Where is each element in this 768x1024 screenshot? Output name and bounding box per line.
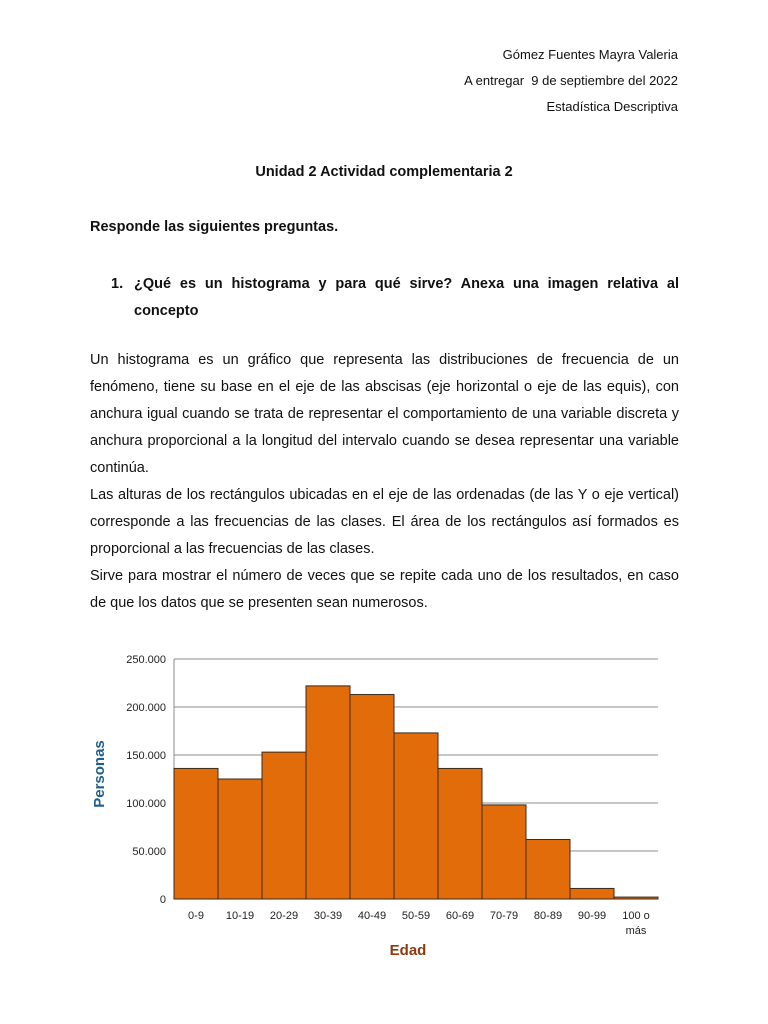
x-tick-label: 80-89 bbox=[533, 910, 563, 922]
histogram-bar bbox=[262, 752, 306, 899]
histogram-bar bbox=[438, 768, 482, 899]
x-tick-label: 20-29 bbox=[269, 910, 299, 922]
paragraph-heights: Las alturas de los rectángulos ubicadas en el eje de las ordenadas (de las Y o eje vertical) corresponde a las frecuencias de las clases. El área de los rectángulos así formados es proporcional a las frecuencias de las clases. bbox=[90, 487, 679, 557]
histogram-bar bbox=[570, 888, 614, 899]
instruction-text: Responde las siguientes preguntas. bbox=[90, 219, 339, 235]
answer-body bbox=[90, 347, 679, 617]
y-tick-label: 50.000 bbox=[132, 846, 166, 858]
histogram-chart bbox=[88, 644, 678, 964]
author-name: Gómez Fuentes Mayra Valeria bbox=[502, 47, 678, 62]
y-tick-label: 250.000 bbox=[126, 654, 166, 666]
x-tick-label: 30-39 bbox=[313, 910, 343, 922]
due-date: A entregar 9 de septiembre del 2022 bbox=[464, 73, 678, 88]
x-tick-label: 60-69 bbox=[445, 910, 475, 922]
x-tick-label: 50-59 bbox=[401, 910, 431, 922]
y-axis-label: Personas bbox=[91, 740, 108, 808]
x-tick-label: 100 o más bbox=[622, 910, 650, 937]
histogram-bar bbox=[350, 695, 394, 899]
document-header bbox=[464, 42, 678, 120]
histogram-bar bbox=[394, 733, 438, 899]
histogram-bar bbox=[306, 686, 350, 899]
question-1 bbox=[111, 271, 679, 325]
y-tick-label: 150.000 bbox=[126, 750, 166, 762]
y-tick-label: 0 bbox=[159, 894, 166, 906]
course-name: Estadística Descriptiva bbox=[546, 99, 678, 114]
question-text: ¿Qué es un histograma y para qué sirve? Anexa una imagen relativa al concepto bbox=[134, 276, 679, 319]
x-axis-label: Edad bbox=[389, 942, 427, 959]
x-tick-label: 90-99 bbox=[577, 910, 607, 922]
x-tick-label: 10-19 bbox=[225, 910, 255, 922]
document-title: Unidad 2 Actividad complementaria 2 bbox=[255, 164, 513, 180]
paragraph-definition: Un histograma es un gráfico que representa las distribuciones de frecuencia de un fenómeno, tiene su base en el eje de las abscisas (eje horizontal o eje de las equis), con anchura igual cuando se trata de representar el comportamiento de una variable discreta y anchura proporcional a la longitud del intervalo cuando se desea representar una variable continúa. bbox=[90, 352, 679, 476]
y-tick-label: 200.000 bbox=[126, 702, 166, 714]
x-tick-label: 70-79 bbox=[489, 910, 519, 922]
x-tick-label: 0-9 bbox=[188, 910, 204, 922]
histogram-bar bbox=[174, 768, 218, 899]
y-tick-label: 100.000 bbox=[126, 798, 166, 810]
histogram-bar bbox=[218, 779, 262, 899]
histogram-bar bbox=[526, 839, 570, 899]
paragraph-usage: Sirve para mostrar el número de veces que se repite cada uno de los resultados, en caso de que los datos que se presenten sean numerosos. bbox=[90, 568, 679, 611]
histogram-bar bbox=[614, 897, 658, 899]
question-number: 1. bbox=[111, 276, 124, 292]
x-tick-label: 40-49 bbox=[357, 910, 387, 922]
histogram-bar bbox=[482, 805, 526, 899]
